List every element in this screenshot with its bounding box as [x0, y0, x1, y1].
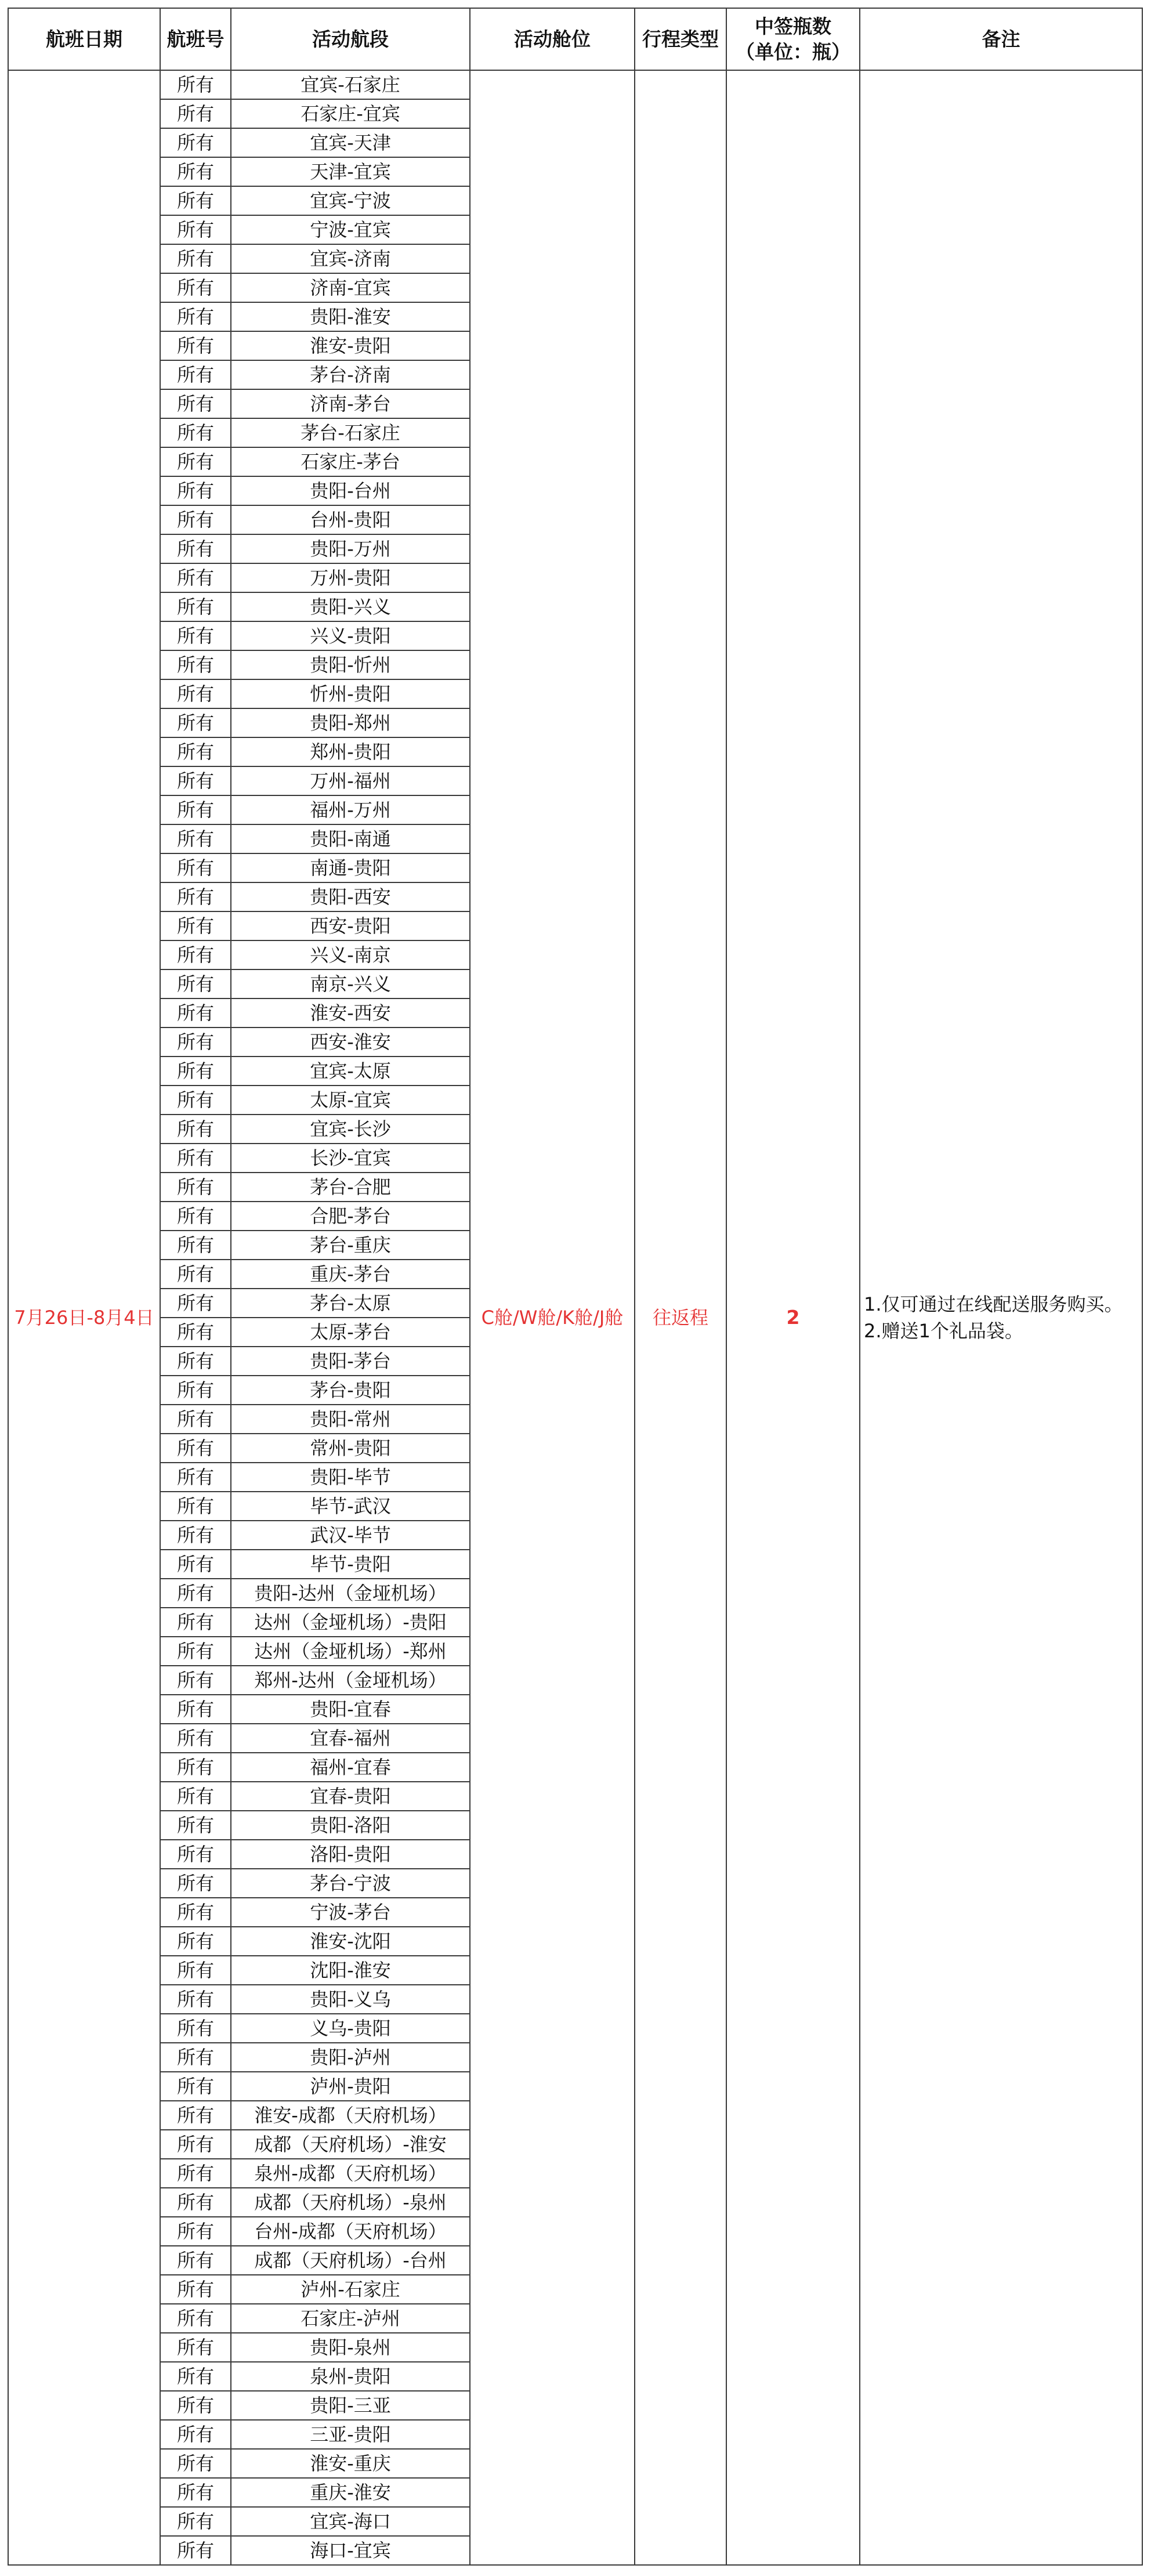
flight-no-cell: 所有: [160, 2391, 231, 2420]
flight-no-cell: 所有: [160, 1608, 231, 1637]
flight-no-cell: 所有: [160, 592, 231, 621]
flight-no-cell: 所有: [160, 1376, 231, 1405]
segment-cell: 达州（金垭机场）-贵阳: [231, 1608, 470, 1637]
flight-no-cell: 所有: [160, 2246, 231, 2275]
flight-date-cell: 7月26日-8月4日: [8, 70, 160, 2565]
segment-cell: 海口-宜宾: [231, 2536, 470, 2565]
flight-no-cell: 所有: [160, 2304, 231, 2333]
flight-no-cell: 所有: [160, 1521, 231, 1550]
segment-cell: 淮安-重庆: [231, 2449, 470, 2478]
segment-cell: 贵阳-泉州: [231, 2333, 470, 2362]
segment-cell: 淮安-成都（天府机场）: [231, 2101, 470, 2130]
segment-cell: 成都（天府机场）-泉州: [231, 2188, 470, 2217]
segment-cell: 贵阳-宜春: [231, 1695, 470, 1724]
flight-no-cell: 所有: [160, 2362, 231, 2391]
segment-cell: 宜春-贵阳: [231, 1782, 470, 1811]
segment-cell: 郑州-贵阳: [231, 737, 470, 766]
segment-cell: 宜宾-天津: [231, 128, 470, 157]
flight-no-cell: 所有: [160, 1086, 231, 1115]
flight-no-cell: 所有: [160, 1782, 231, 1811]
segment-cell: 常州-贵阳: [231, 1434, 470, 1463]
segment-cell: 茅台-合肥: [231, 1173, 470, 1202]
segment-cell: 沈阳-淮安: [231, 1956, 470, 1985]
flight-no-cell: 所有: [160, 1057, 231, 1086]
flight-no-cell: 所有: [160, 2043, 231, 2072]
flight-no-cell: 所有: [160, 2072, 231, 2101]
header-cabin: 活动舱位: [470, 8, 635, 70]
bottle-count-cell: 2: [726, 70, 860, 2565]
flight-no-cell: 所有: [160, 1579, 231, 1608]
segment-cell: 贵阳-毕节: [231, 1463, 470, 1492]
flight-no-cell: 所有: [160, 1202, 231, 1231]
segment-cell: 泉州-成都（天府机场）: [231, 2159, 470, 2188]
flight-no-cell: 所有: [160, 360, 231, 389]
flight-no-cell: 所有: [160, 824, 231, 853]
flight-no-cell: 所有: [160, 2101, 231, 2130]
flight-no-cell: 所有: [160, 1840, 231, 1869]
flight-no-cell: 所有: [160, 1898, 231, 1927]
flight-no-cell: 所有: [160, 998, 231, 1027]
segment-cell: 福州-宜春: [231, 1753, 470, 1782]
segment-cell: 武汉-毕节: [231, 1521, 470, 1550]
flight-no-cell: 所有: [160, 2130, 231, 2159]
flight-no-cell: 所有: [160, 389, 231, 418]
flight-no-cell: 所有: [160, 2478, 231, 2507]
segment-cell: 贵阳-西安: [231, 882, 470, 911]
flight-no-cell: 所有: [160, 882, 231, 911]
header-trip-type: 行程类型: [635, 8, 726, 70]
segment-cell: 泸州-石家庄: [231, 2275, 470, 2304]
segment-cell: 兴义-南京: [231, 940, 470, 969]
flight-no-cell: 所有: [160, 2188, 231, 2217]
flight-no-cell: 所有: [160, 679, 231, 708]
segment-cell: 贵阳-淮安: [231, 302, 470, 331]
flight-no-cell: 所有: [160, 1173, 231, 1202]
flight-no-cell: 所有: [160, 1724, 231, 1753]
flight-no-cell: 所有: [160, 1347, 231, 1376]
segment-cell: 茅台-济南: [231, 360, 470, 389]
segment-cell: 西安-淮安: [231, 1027, 470, 1057]
table-row: [8, 70, 1142, 99]
flight-no-cell: 所有: [160, 1289, 231, 1318]
flight-no-cell: 所有: [160, 1985, 231, 2014]
flight-no-cell: 所有: [160, 302, 231, 331]
flight-no-cell: 所有: [160, 1550, 231, 1579]
flight-no-cell: 所有: [160, 708, 231, 737]
segment-cell: 万州-贵阳: [231, 563, 470, 592]
segment-cell: 茅台-石家庄: [231, 418, 470, 447]
segment-cell: 长沙-宜宾: [231, 1144, 470, 1173]
flight-no-cell: 所有: [160, 244, 231, 273]
segment-cell: 宜宾-宁波: [231, 186, 470, 215]
flight-no-cell: 所有: [160, 1956, 231, 1985]
segment-cell: 合肥-茅台: [231, 1202, 470, 1231]
segment-cell: 贵阳-南通: [231, 824, 470, 853]
flight-no-cell: 所有: [160, 2507, 231, 2536]
flight-no-cell: 所有: [160, 621, 231, 650]
segment-cell: 三亚-贵阳: [231, 2420, 470, 2449]
flight-no-cell: 所有: [160, 1434, 231, 1463]
flight-no-cell: 所有: [160, 766, 231, 795]
segment-cell: 成都（天府机场）-台州: [231, 2246, 470, 2275]
segment-cell: 贵阳-台州: [231, 476, 470, 505]
flight-no-cell: 所有: [160, 650, 231, 679]
note-line: 1.仅可通过在线配送服务购买。: [864, 1293, 1123, 1315]
segment-cell: 忻州-贵阳: [231, 679, 470, 708]
segment-cell: 成都（天府机场）-淮安: [231, 2130, 470, 2159]
segment-cell: 福州-万州: [231, 795, 470, 824]
segment-cell: 宜宾-太原: [231, 1057, 470, 1086]
flight-no-cell: 所有: [160, 1231, 231, 1260]
flight-no-cell: 所有: [160, 1260, 231, 1289]
segment-cell: 宜宾-长沙: [231, 1115, 470, 1144]
segment-cell: 宜春-福州: [231, 1724, 470, 1753]
header-count-line2: （单位：瓶）: [736, 40, 850, 63]
flight-no-cell: 所有: [160, 476, 231, 505]
segment-cell: 毕节-武汉: [231, 1492, 470, 1521]
flight-no-cell: 所有: [160, 505, 231, 534]
segment-cell: 南通-贵阳: [231, 853, 470, 882]
flight-no-cell: 所有: [160, 99, 231, 128]
segment-cell: 太原-宜宾: [231, 1086, 470, 1115]
segment-cell: 台州-贵阳: [231, 505, 470, 534]
flight-no-cell: 所有: [160, 273, 231, 302]
flight-no-cell: 所有: [160, 1637, 231, 1666]
flight-no-cell: 所有: [160, 2420, 231, 2449]
segment-cell: 贵阳-兴义: [231, 592, 470, 621]
header-note: 备注: [860, 8, 1142, 70]
segment-cell: 宁波-宜宾: [231, 215, 470, 244]
header-segment: 活动航段: [231, 8, 470, 70]
flight-no-cell: 所有: [160, 2159, 231, 2188]
segment-cell: 天津-宜宾: [231, 157, 470, 186]
segment-cell: 贵阳-茅台: [231, 1347, 470, 1376]
flight-no-cell: 所有: [160, 795, 231, 824]
segment-cell: 济南-茅台: [231, 389, 470, 418]
header-count-line1: 中签瓶数: [755, 15, 831, 38]
header-date: 航班日期: [8, 8, 160, 70]
segment-cell: 重庆-淮安: [231, 2478, 470, 2507]
segment-cell: 淮安-沈阳: [231, 1927, 470, 1956]
flight-no-cell: 所有: [160, 534, 231, 563]
header-row: [8, 8, 1142, 70]
segment-cell: 泉州-贵阳: [231, 2362, 470, 2391]
segment-cell: 贵阳-郑州: [231, 708, 470, 737]
segment-cell: 贵阳-洛阳: [231, 1811, 470, 1840]
flight-no-cell: 所有: [160, 969, 231, 998]
segment-cell: 郑州-达州（金垭机场）: [231, 1666, 470, 1695]
segment-cell: 茅台-贵阳: [231, 1376, 470, 1405]
header-flight-no: 航班号: [160, 8, 231, 70]
segment-cell: 茅台-宁波: [231, 1869, 470, 1898]
header-count: [726, 8, 860, 70]
segment-cell: 南京-兴义: [231, 969, 470, 998]
flight-no-cell: 所有: [160, 563, 231, 592]
flight-no-cell: 所有: [160, 1463, 231, 1492]
flight-no-cell: 所有: [160, 1753, 231, 1782]
segment-cell: 淮安-西安: [231, 998, 470, 1027]
flight-no-cell: 所有: [160, 737, 231, 766]
flight-no-cell: 所有: [160, 2014, 231, 2043]
promotion-table-container: [8, 8, 1142, 2566]
segment-cell: 石家庄-宜宾: [231, 99, 470, 128]
segment-cell: 济南-宜宾: [231, 273, 470, 302]
flight-no-cell: 所有: [160, 1811, 231, 1840]
flight-no-cell: 所有: [160, 2275, 231, 2304]
segment-cell: 义乌-贵阳: [231, 2014, 470, 2043]
flight-no-cell: 所有: [160, 911, 231, 940]
table-body: [8, 70, 1142, 2565]
flight-no-cell: 所有: [160, 331, 231, 360]
segment-cell: 万州-福州: [231, 766, 470, 795]
flight-no-cell: 所有: [160, 215, 231, 244]
flight-no-cell: 所有: [160, 2217, 231, 2246]
flight-no-cell: 所有: [160, 853, 231, 882]
segment-cell: 毕节-贵阳: [231, 1550, 470, 1579]
segment-cell: 石家庄-茅台: [231, 447, 470, 476]
flight-no-cell: 所有: [160, 157, 231, 186]
segment-cell: 宜宾-石家庄: [231, 70, 470, 99]
note-line: 2.赠送1个礼品袋。: [864, 1320, 1023, 1342]
segment-cell: 贵阳-达州（金垭机场）: [231, 1579, 470, 1608]
flight-no-cell: 所有: [160, 1115, 231, 1144]
segment-cell: 淮安-贵阳: [231, 331, 470, 360]
segment-cell: 洛阳-贵阳: [231, 1840, 470, 1869]
segment-cell: 茅台-太原: [231, 1289, 470, 1318]
note-cell: [860, 70, 1142, 2565]
segment-cell: 贵阳-义乌: [231, 1985, 470, 2014]
segment-cell: 太原-茅台: [231, 1318, 470, 1347]
flight-no-cell: 所有: [160, 1927, 231, 1956]
segment-cell: 重庆-茅台: [231, 1260, 470, 1289]
segment-cell: 台州-成都（天府机场）: [231, 2217, 470, 2246]
flight-no-cell: 所有: [160, 1144, 231, 1173]
segment-cell: 西安-贵阳: [231, 911, 470, 940]
segment-cell: 泸州-贵阳: [231, 2072, 470, 2101]
segment-cell: 兴义-贵阳: [231, 621, 470, 650]
segment-cell: 贵阳-泸州: [231, 2043, 470, 2072]
cabin-cell: C舱/W舱/K舱/J舱: [470, 70, 635, 2565]
flight-no-cell: 所有: [160, 2536, 231, 2565]
flight-no-cell: 所有: [160, 1695, 231, 1724]
flight-no-cell: 所有: [160, 940, 231, 969]
segment-cell: 贵阳-三亚: [231, 2391, 470, 2420]
promotion-table: [8, 8, 1143, 2566]
flight-no-cell: 所有: [160, 1869, 231, 1898]
trip-type-cell: 往返程: [635, 70, 726, 2565]
segment-cell: 贵阳-万州: [231, 534, 470, 563]
segment-cell: 宜宾-海口: [231, 2507, 470, 2536]
flight-no-cell: 所有: [160, 70, 231, 99]
segment-cell: 贵阳-常州: [231, 1405, 470, 1434]
segment-cell: 达州（金垭机场）-郑州: [231, 1637, 470, 1666]
flight-no-cell: 所有: [160, 447, 231, 476]
flight-no-cell: 所有: [160, 1405, 231, 1434]
flight-no-cell: 所有: [160, 418, 231, 447]
segment-cell: 宜宾-济南: [231, 244, 470, 273]
flight-no-cell: 所有: [160, 186, 231, 215]
flight-no-cell: 所有: [160, 128, 231, 157]
segment-cell: 贵阳-忻州: [231, 650, 470, 679]
flight-no-cell: 所有: [160, 2449, 231, 2478]
segment-cell: 石家庄-泸州: [231, 2304, 470, 2333]
flight-no-cell: 所有: [160, 1492, 231, 1521]
flight-no-cell: 所有: [160, 1027, 231, 1057]
flight-no-cell: 所有: [160, 2333, 231, 2362]
segment-cell: 宁波-茅台: [231, 1898, 470, 1927]
flight-no-cell: 所有: [160, 1318, 231, 1347]
segment-cell: 茅台-重庆: [231, 1231, 470, 1260]
flight-no-cell: 所有: [160, 1666, 231, 1695]
